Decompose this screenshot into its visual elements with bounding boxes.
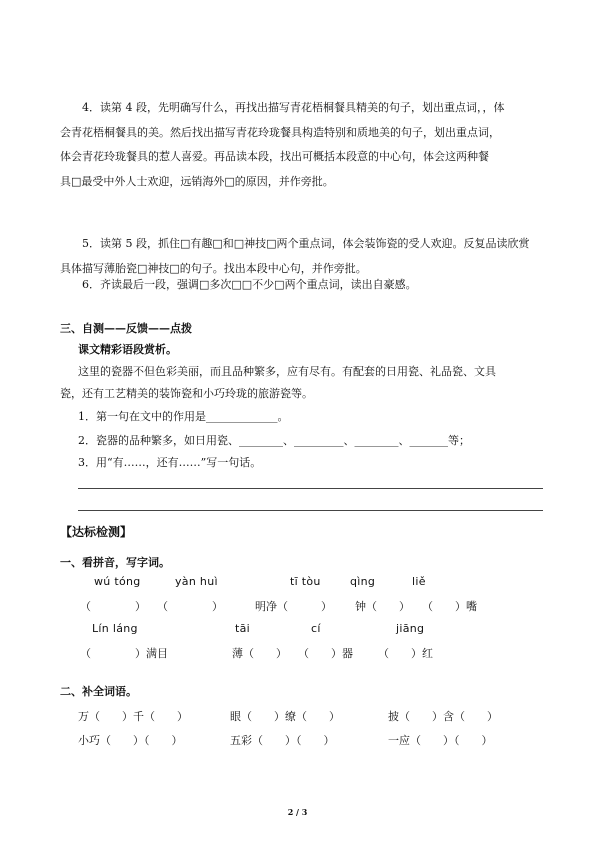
question-1: 1．第一句在文中的作用是_____________。: [78, 410, 289, 423]
blank-linlang[interactable]: （ ）满目: [80, 647, 168, 660]
blank-jiang[interactable]: （ ）红: [378, 647, 433, 660]
pinyin-titou: tī tòu: [290, 575, 321, 588]
blank-qing[interactable]: 钟（ ）: [355, 600, 410, 613]
question-2: 2．瓷器的品种繁多，如日用瓷、________、_________、________、_______等；: [78, 434, 470, 447]
item-4-line-2: 会青花梧桐餐具的美。然后找出描写青花玲珑餐具构造特别和质地美的句子，划出重点词，: [60, 125, 500, 139]
section-3-heading: 三、自测——反馈——点拨: [60, 322, 192, 335]
pinyin-qing: qìng: [350, 575, 376, 588]
part-1-heading: 一、看拼音，写字词。: [60, 556, 170, 569]
fill-wucai[interactable]: 五彩（ ）（ ）: [230, 734, 335, 747]
fill-yiying[interactable]: 一应（ ）（ ）: [388, 734, 493, 747]
passage-line-2: 瓷，还有工艺精美的装饰瓷和小巧玲珑的旅游瓷等。: [60, 387, 313, 400]
item-6-line: 6．齐读最后一段，强调□多次□□不少□两个重点词，读出自豪感。: [82, 278, 417, 291]
item-4-line-3: 体会青花玲珑餐具的惹人喜爱。再品读本段，找出可概括本段意的中心句，体会这两种餐: [60, 150, 489, 163]
item-4-line-1: 4．读第 4 段，先明确写什么，再找出描写青花梧桐餐具精美的句子，划出重点词，，体: [82, 101, 505, 114]
pinyin-tai: tāi: [235, 622, 251, 635]
fill-xiaoqiao[interactable]: 小巧（ ）（ ）: [78, 734, 183, 747]
fill-pihan[interactable]: 披（ ）含（ ）: [388, 710, 498, 723]
passage-line-1: 这里的瓷器不但色彩美丽，而且品种繁多，应有尽有。有配套的日用瓷、礼品瓷、文具: [78, 365, 496, 378]
item-4: [60, 96, 545, 194]
page-number: 2 / 3: [287, 807, 308, 817]
fill-wanqian[interactable]: 万（ ）千（ ）: [78, 710, 188, 723]
pinyin-jiang: jiāng: [396, 622, 425, 635]
part-2-heading: 二、补全词语。: [60, 685, 137, 698]
fill-yanliao[interactable]: 眼（ ）缭（ ）: [230, 710, 340, 723]
blank-wutong[interactable]: （ ）: [80, 600, 146, 613]
pinyin-yanhui: yàn huì: [175, 575, 218, 588]
item-4-line-4: 具□最受中外人士欢迎，远销海外□的原因，并作旁批。: [60, 174, 334, 188]
test-title: 【达标检测】: [60, 525, 133, 539]
item-5-line-1: 5．读第 5 段，抓住□有趣□和□神技□两个重点词，体会装饰瓷的受人欢迎。反复品读欣赏: [82, 237, 530, 250]
question-3: 3．用“有……，还有……”写一句话。: [78, 456, 262, 469]
answer-line-2[interactable]: [78, 510, 543, 511]
blank-titou[interactable]: 明净（ ）: [255, 600, 332, 613]
blank-ci[interactable]: （ ）器: [298, 647, 353, 660]
section-3-subheading: 课文精彩语段赏析。: [78, 343, 177, 356]
pinyin-linlang: Lín láng: [92, 622, 138, 635]
blank-lie[interactable]: （ ）嘴: [422, 600, 477, 613]
pinyin-ci: cí: [311, 622, 321, 635]
item-6: [60, 273, 545, 298]
answer-line-1[interactable]: [78, 488, 543, 489]
pinyin-wutong: wú tóng: [94, 575, 141, 588]
blank-yanhui[interactable]: （ ）: [157, 600, 223, 613]
blank-tai[interactable]: 薄（ ）: [232, 647, 287, 660]
pinyin-lie: liě: [412, 575, 426, 588]
item-5-line-2: 具体描写薄胎瓷□神技□的句子。找出本段中心句，并作旁批。: [60, 261, 367, 275]
